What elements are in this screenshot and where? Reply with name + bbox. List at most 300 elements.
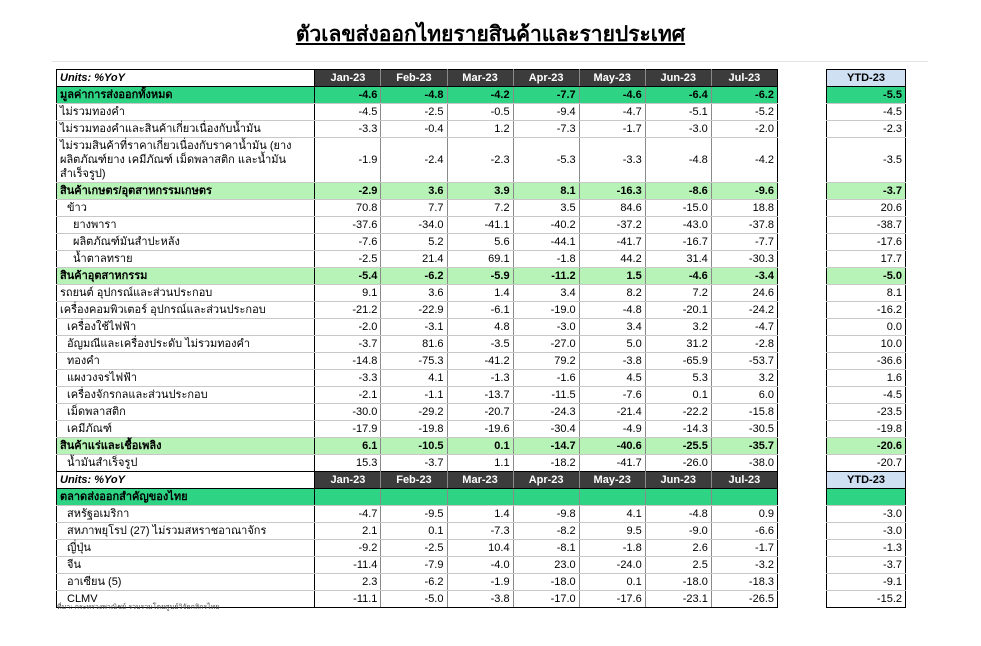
row-value: -19.8 bbox=[381, 421, 447, 438]
table-row bbox=[57, 138, 778, 183]
row-value: -18.2 bbox=[513, 455, 579, 472]
ytd-value: -4.5 bbox=[827, 387, 906, 404]
row-value: -6.2 bbox=[711, 87, 777, 104]
ytd-value: -3.5 bbox=[827, 138, 906, 183]
row-value: -24.2 bbox=[711, 302, 777, 319]
row-value: -1.7 bbox=[711, 540, 777, 557]
row-value: -3.5 bbox=[447, 336, 513, 353]
row-value: 7.2 bbox=[645, 285, 711, 302]
ytd-row bbox=[827, 404, 906, 421]
table-row bbox=[57, 353, 778, 370]
ytd-value: -2.3 bbox=[827, 121, 906, 138]
row-value: -44.1 bbox=[513, 234, 579, 251]
ytd-value: -5.0 bbox=[827, 268, 906, 285]
table-row bbox=[57, 438, 778, 455]
row-value: -4.7 bbox=[711, 319, 777, 336]
row-label: ยางพารา bbox=[57, 217, 315, 234]
page-title: ตัวเลขส่งออกไทยรายสินค้าและรายประเทศ bbox=[295, 22, 686, 46]
row-value: -9.6 bbox=[711, 183, 777, 200]
row-value: -4.7 bbox=[579, 104, 645, 121]
row-value: -1.9 bbox=[315, 138, 381, 183]
column-header: Jul-23 bbox=[711, 472, 777, 489]
row-label: ไม่รวมทองคำและสินค้าเกี่ยวเนื่องกับน้ำมัน bbox=[57, 121, 315, 138]
row-value: -3.1 bbox=[381, 319, 447, 336]
ytd-value: -17.6 bbox=[827, 234, 906, 251]
row-value: 4.1 bbox=[579, 506, 645, 523]
ytd-header-row bbox=[827, 472, 906, 489]
row-value: 3.4 bbox=[513, 285, 579, 302]
row-value: 2.5 bbox=[645, 557, 711, 574]
table-row bbox=[57, 557, 778, 574]
unit-label: Units: %YoY bbox=[57, 70, 315, 87]
row-label: รถยนต์ อุปกรณ์และส่วนประกอบ bbox=[57, 285, 315, 302]
column-header: Jun-23 bbox=[645, 472, 711, 489]
row-label: อัญมณีและเครื่องประดับ ไม่รวมทองคำ bbox=[57, 336, 315, 353]
ytd-value: -3.7 bbox=[827, 183, 906, 200]
row-value: 0.9 bbox=[711, 506, 777, 523]
row-value: -4.8 bbox=[381, 87, 447, 104]
ytd-value: -23.5 bbox=[827, 404, 906, 421]
table-row bbox=[57, 319, 778, 336]
ytd-row bbox=[827, 302, 906, 319]
row-value: -3.0 bbox=[645, 121, 711, 138]
ytd-value: 8.1 bbox=[827, 285, 906, 302]
row-value: 3.9 bbox=[447, 183, 513, 200]
table-row bbox=[57, 104, 778, 121]
row-value bbox=[711, 489, 777, 506]
ytd-row bbox=[827, 234, 906, 251]
row-label: เคมีภัณฑ์ bbox=[57, 421, 315, 438]
row-value: -1.7 bbox=[579, 121, 645, 138]
row-value bbox=[315, 489, 381, 506]
row-value: -40.6 bbox=[579, 438, 645, 455]
row-value: -4.9 bbox=[579, 421, 645, 438]
table-row bbox=[57, 200, 778, 217]
row-label: ข้าว bbox=[57, 200, 315, 217]
ytd-row bbox=[827, 387, 906, 404]
row-value: -4.8 bbox=[645, 138, 711, 183]
ytd-value: -5.5 bbox=[827, 87, 906, 104]
row-value: 1.4 bbox=[447, 506, 513, 523]
column-header: Apr-23 bbox=[513, 70, 579, 87]
row-value: -30.3 bbox=[711, 251, 777, 268]
row-value: 10.4 bbox=[447, 540, 513, 557]
table-row bbox=[57, 370, 778, 387]
row-value: -7.7 bbox=[711, 234, 777, 251]
table-row bbox=[57, 87, 778, 104]
row-value: -75.3 bbox=[381, 353, 447, 370]
row-value: 1.1 bbox=[447, 455, 513, 472]
ytd-row bbox=[827, 523, 906, 540]
row-label: อาเซียน (5) bbox=[57, 574, 315, 591]
row-value: -34.0 bbox=[381, 217, 447, 234]
table-row bbox=[57, 285, 778, 302]
row-label: มูลค่าการส่งออกทั้งหมด bbox=[57, 87, 315, 104]
row-label: ผลิตภัณฑ์มันสำปะหลัง bbox=[57, 234, 315, 251]
row-value: -3.3 bbox=[315, 370, 381, 387]
market-export-table bbox=[56, 471, 778, 608]
row-value: -19.6 bbox=[447, 421, 513, 438]
row-value: -41.7 bbox=[579, 455, 645, 472]
ytd-value bbox=[827, 489, 906, 506]
row-value: -2.3 bbox=[447, 138, 513, 183]
ytd-value: -3.0 bbox=[827, 523, 906, 540]
row-value: 5.3 bbox=[645, 370, 711, 387]
row-value: -2.8 bbox=[711, 336, 777, 353]
ytd-row bbox=[827, 506, 906, 523]
row-value: 8.2 bbox=[579, 285, 645, 302]
row-value: -20.7 bbox=[447, 404, 513, 421]
row-value: 8.1 bbox=[513, 183, 579, 200]
row-value: -2.5 bbox=[315, 251, 381, 268]
product-ytd-table bbox=[826, 69, 906, 472]
row-value: -4.8 bbox=[645, 506, 711, 523]
row-value: -17.9 bbox=[315, 421, 381, 438]
row-value: -0.5 bbox=[447, 104, 513, 121]
row-label: เครื่องใช้ไฟฟ้า bbox=[57, 319, 315, 336]
row-value: 1.5 bbox=[579, 268, 645, 285]
row-value: -3.2 bbox=[711, 557, 777, 574]
row-label: สหรัฐอเมริกา bbox=[57, 506, 315, 523]
ytd-row bbox=[827, 557, 906, 574]
row-value: -41.1 bbox=[447, 217, 513, 234]
row-value: -4.5 bbox=[315, 104, 381, 121]
row-value: -13.7 bbox=[447, 387, 513, 404]
row-value: 3.6 bbox=[381, 183, 447, 200]
row-value: -30.4 bbox=[513, 421, 579, 438]
table-row bbox=[57, 217, 778, 234]
row-label: ไม่รวมสินค้าที่ราคาเกี่ยวเนื่องกับราคาน้ำมัน (ยาง ผลิตภัณฑ์ยาง เคมีภัณฑ์ เม็ดพลาสติก และน้ำมันสำเร็จรูป) bbox=[57, 138, 315, 183]
row-label: แผงวงจรไฟฟ้า bbox=[57, 370, 315, 387]
row-value: -4.0 bbox=[447, 557, 513, 574]
row-value: 6.1 bbox=[315, 438, 381, 455]
row-value: -8.2 bbox=[513, 523, 579, 540]
row-value: 7.2 bbox=[447, 200, 513, 217]
table-row bbox=[57, 251, 778, 268]
column-header: Jan-23 bbox=[315, 70, 381, 87]
row-value: -9.0 bbox=[645, 523, 711, 540]
row-value: 31.4 bbox=[645, 251, 711, 268]
row-value: 9.5 bbox=[579, 523, 645, 540]
row-value: 70.8 bbox=[315, 200, 381, 217]
row-value: -4.6 bbox=[315, 87, 381, 104]
ytd-row bbox=[827, 251, 906, 268]
row-value: -7.3 bbox=[447, 523, 513, 540]
table-row bbox=[57, 489, 778, 506]
row-value: -25.5 bbox=[645, 438, 711, 455]
row-value: 18.8 bbox=[711, 200, 777, 217]
row-value: -5.9 bbox=[447, 268, 513, 285]
row-value: -0.4 bbox=[381, 121, 447, 138]
ytd-header: YTD-23 bbox=[827, 472, 906, 489]
row-value: -7.9 bbox=[381, 557, 447, 574]
row-value: 31.2 bbox=[645, 336, 711, 353]
source-note: ที่มา: กระทรวงพาณิชย์ รวบรวมโดยศูนย์วิจัยกสิกรไทย bbox=[57, 603, 220, 611]
row-label: ไม่รวมทองคำ bbox=[57, 104, 315, 121]
ytd-row bbox=[827, 421, 906, 438]
row-value: -53.7 bbox=[711, 353, 777, 370]
row-value: -16.7 bbox=[645, 234, 711, 251]
ytd-row bbox=[827, 138, 906, 183]
row-value: -3.7 bbox=[315, 336, 381, 353]
row-label: ทองคำ bbox=[57, 353, 315, 370]
row-value: 2.6 bbox=[645, 540, 711, 557]
row-value: -3.8 bbox=[447, 591, 513, 608]
row-value bbox=[645, 489, 711, 506]
column-header: Feb-23 bbox=[381, 472, 447, 489]
row-value: -2.0 bbox=[315, 319, 381, 336]
row-value: -7.6 bbox=[315, 234, 381, 251]
row-value: -22.2 bbox=[645, 404, 711, 421]
ytd-value: -20.6 bbox=[827, 438, 906, 455]
ytd-row bbox=[827, 540, 906, 557]
divider bbox=[52, 61, 928, 62]
ytd-row bbox=[827, 455, 906, 472]
row-value bbox=[447, 489, 513, 506]
row-label: สหภาพยุโรป (27) ไม่รวมสหราชอาณาจักร bbox=[57, 523, 315, 540]
row-value: -1.1 bbox=[381, 387, 447, 404]
ytd-row bbox=[827, 574, 906, 591]
row-value: 0.1 bbox=[579, 574, 645, 591]
row-value: -6.4 bbox=[645, 87, 711, 104]
row-value: -5.1 bbox=[645, 104, 711, 121]
row-value: 15.3 bbox=[315, 455, 381, 472]
column-header: Jan-23 bbox=[315, 472, 381, 489]
ytd-value: -20.7 bbox=[827, 455, 906, 472]
row-label: ญี่ปุ่น bbox=[57, 540, 315, 557]
row-value: -3.8 bbox=[579, 353, 645, 370]
row-value: 21.4 bbox=[381, 251, 447, 268]
row-value: 3.2 bbox=[711, 370, 777, 387]
ytd-row bbox=[827, 121, 906, 138]
row-value: -9.8 bbox=[513, 506, 579, 523]
ytd-value: -38.7 bbox=[827, 217, 906, 234]
row-label: เม็ดพลาสติก bbox=[57, 404, 315, 421]
row-value: 4.5 bbox=[579, 370, 645, 387]
ytd-row bbox=[827, 104, 906, 121]
table-row bbox=[57, 387, 778, 404]
row-value: -11.5 bbox=[513, 387, 579, 404]
table-row bbox=[57, 234, 778, 251]
ytd-value: 1.6 bbox=[827, 370, 906, 387]
row-value: -19.0 bbox=[513, 302, 579, 319]
ytd-value: -16.2 bbox=[827, 302, 906, 319]
row-value: -27.0 bbox=[513, 336, 579, 353]
row-value: 4.1 bbox=[381, 370, 447, 387]
row-value: -10.5 bbox=[381, 438, 447, 455]
row-value: -5.2 bbox=[711, 104, 777, 121]
row-value: -41.7 bbox=[579, 234, 645, 251]
row-label: น้ำตาลทราย bbox=[57, 251, 315, 268]
row-value: -11.4 bbox=[315, 557, 381, 574]
row-value: -21.4 bbox=[579, 404, 645, 421]
row-value: -4.7 bbox=[315, 506, 381, 523]
row-value: -37.8 bbox=[711, 217, 777, 234]
row-value: -26.0 bbox=[645, 455, 711, 472]
row-value: -38.0 bbox=[711, 455, 777, 472]
row-value: -5.4 bbox=[315, 268, 381, 285]
row-value: -11.2 bbox=[513, 268, 579, 285]
row-value: -2.5 bbox=[381, 104, 447, 121]
row-label: CLMV bbox=[57, 591, 315, 608]
ytd-row bbox=[827, 370, 906, 387]
row-value: 0.1 bbox=[645, 387, 711, 404]
column-header: Mar-23 bbox=[447, 472, 513, 489]
row-value bbox=[579, 489, 645, 506]
row-value: -1.3 bbox=[447, 370, 513, 387]
row-value: -29.2 bbox=[381, 404, 447, 421]
row-value: -23.1 bbox=[645, 591, 711, 608]
row-value: -18.0 bbox=[645, 574, 711, 591]
ytd-row bbox=[827, 336, 906, 353]
table-row bbox=[57, 506, 778, 523]
row-value: -4.2 bbox=[447, 87, 513, 104]
row-value: 84.6 bbox=[579, 200, 645, 217]
row-value: -40.2 bbox=[513, 217, 579, 234]
row-value: -2.0 bbox=[711, 121, 777, 138]
row-value: -16.3 bbox=[579, 183, 645, 200]
table-row bbox=[57, 183, 778, 200]
row-value: 0.1 bbox=[381, 523, 447, 540]
row-value: -15.8 bbox=[711, 404, 777, 421]
row-value: -15.0 bbox=[645, 200, 711, 217]
ytd-header-row bbox=[827, 70, 906, 87]
row-value: -17.0 bbox=[513, 591, 579, 608]
row-value: -43.0 bbox=[645, 217, 711, 234]
table-row bbox=[57, 336, 778, 353]
row-value: -4.6 bbox=[579, 87, 645, 104]
row-value: 5.6 bbox=[447, 234, 513, 251]
table-row bbox=[57, 455, 778, 472]
row-value: 5.0 bbox=[579, 336, 645, 353]
row-value: 3.5 bbox=[513, 200, 579, 217]
ytd-value: -4.5 bbox=[827, 104, 906, 121]
ytd-row bbox=[827, 591, 906, 608]
table-row bbox=[57, 523, 778, 540]
row-value: -20.1 bbox=[645, 302, 711, 319]
row-value: -30.0 bbox=[315, 404, 381, 421]
row-value: -3.0 bbox=[513, 319, 579, 336]
row-value: -24.3 bbox=[513, 404, 579, 421]
ytd-row bbox=[827, 353, 906, 370]
row-value: 81.6 bbox=[381, 336, 447, 353]
ytd-row bbox=[827, 489, 906, 506]
row-value: -9.4 bbox=[513, 104, 579, 121]
row-value: -4.2 bbox=[711, 138, 777, 183]
row-value: 4.8 bbox=[447, 319, 513, 336]
row-value: -2.1 bbox=[315, 387, 381, 404]
row-value: -1.6 bbox=[513, 370, 579, 387]
ytd-header: YTD-23 bbox=[827, 70, 906, 87]
row-value: -21.2 bbox=[315, 302, 381, 319]
ytd-value: -19.8 bbox=[827, 421, 906, 438]
ytd-row bbox=[827, 285, 906, 302]
row-value: -35.7 bbox=[711, 438, 777, 455]
row-value: -11.1 bbox=[315, 591, 381, 608]
row-value: -65.9 bbox=[645, 353, 711, 370]
row-value: 0.1 bbox=[447, 438, 513, 455]
row-value: -9.5 bbox=[381, 506, 447, 523]
row-value: 1.4 bbox=[447, 285, 513, 302]
unit-label: Units: %YoY bbox=[57, 472, 315, 489]
ytd-value: 17.7 bbox=[827, 251, 906, 268]
row-value: 3.4 bbox=[579, 319, 645, 336]
row-value: -3.3 bbox=[579, 138, 645, 183]
row-value: -8.6 bbox=[645, 183, 711, 200]
ytd-row bbox=[827, 438, 906, 455]
row-value: -6.6 bbox=[711, 523, 777, 540]
row-value: -3.4 bbox=[711, 268, 777, 285]
row-value: -2.9 bbox=[315, 183, 381, 200]
column-header: May-23 bbox=[579, 70, 645, 87]
ytd-value: -3.7 bbox=[827, 557, 906, 574]
row-value: 7.7 bbox=[381, 200, 447, 217]
row-value: -6.1 bbox=[447, 302, 513, 319]
ytd-value: 0.0 bbox=[827, 319, 906, 336]
row-value: 3.6 bbox=[381, 285, 447, 302]
row-value bbox=[513, 489, 579, 506]
table-row bbox=[57, 540, 778, 557]
column-header: May-23 bbox=[579, 472, 645, 489]
ytd-value: 20.6 bbox=[827, 200, 906, 217]
row-value: 24.6 bbox=[711, 285, 777, 302]
row-value: 23.0 bbox=[513, 557, 579, 574]
table-row bbox=[57, 302, 778, 319]
ytd-value: -3.0 bbox=[827, 506, 906, 523]
row-label: สินค้าแร่และเชื้อเพลิง bbox=[57, 438, 315, 455]
column-header: Feb-23 bbox=[381, 70, 447, 87]
row-value: -17.6 bbox=[579, 591, 645, 608]
row-value: -8.1 bbox=[513, 540, 579, 557]
row-value: 44.2 bbox=[579, 251, 645, 268]
row-value: 6.0 bbox=[711, 387, 777, 404]
row-value: -3.7 bbox=[381, 455, 447, 472]
row-value: -2.4 bbox=[381, 138, 447, 183]
row-value: -24.0 bbox=[579, 557, 645, 574]
row-value: -4.6 bbox=[645, 268, 711, 285]
row-value: 1.2 bbox=[447, 121, 513, 138]
row-value: -7.7 bbox=[513, 87, 579, 104]
row-value: 9.1 bbox=[315, 285, 381, 302]
row-value: -9.2 bbox=[315, 540, 381, 557]
row-value: -22.9 bbox=[381, 302, 447, 319]
row-value: -14.7 bbox=[513, 438, 579, 455]
row-value: -1.9 bbox=[447, 574, 513, 591]
row-label: สินค้าอุตสาหกรรม bbox=[57, 268, 315, 285]
row-value: -1.8 bbox=[579, 540, 645, 557]
row-value: 69.1 bbox=[447, 251, 513, 268]
table-row bbox=[57, 268, 778, 285]
row-value: -41.2 bbox=[447, 353, 513, 370]
row-value: -14.3 bbox=[645, 421, 711, 438]
ytd-row bbox=[827, 200, 906, 217]
ytd-row bbox=[827, 268, 906, 285]
ytd-value: -1.3 bbox=[827, 540, 906, 557]
row-value: -7.3 bbox=[513, 121, 579, 138]
ytd-value: -9.1 bbox=[827, 574, 906, 591]
market-ytd-table bbox=[826, 471, 906, 608]
row-label: จีน bbox=[57, 557, 315, 574]
row-value: -2.5 bbox=[381, 540, 447, 557]
row-value: -37.2 bbox=[579, 217, 645, 234]
ytd-value: 10.0 bbox=[827, 336, 906, 353]
ytd-row bbox=[827, 87, 906, 104]
row-value: 5.2 bbox=[381, 234, 447, 251]
row-value: 3.2 bbox=[645, 319, 711, 336]
row-value: -18.3 bbox=[711, 574, 777, 591]
row-value bbox=[381, 489, 447, 506]
row-label: เครื่องคอมพิวเตอร์ อุปกรณ์และส่วนประกอบ bbox=[57, 302, 315, 319]
